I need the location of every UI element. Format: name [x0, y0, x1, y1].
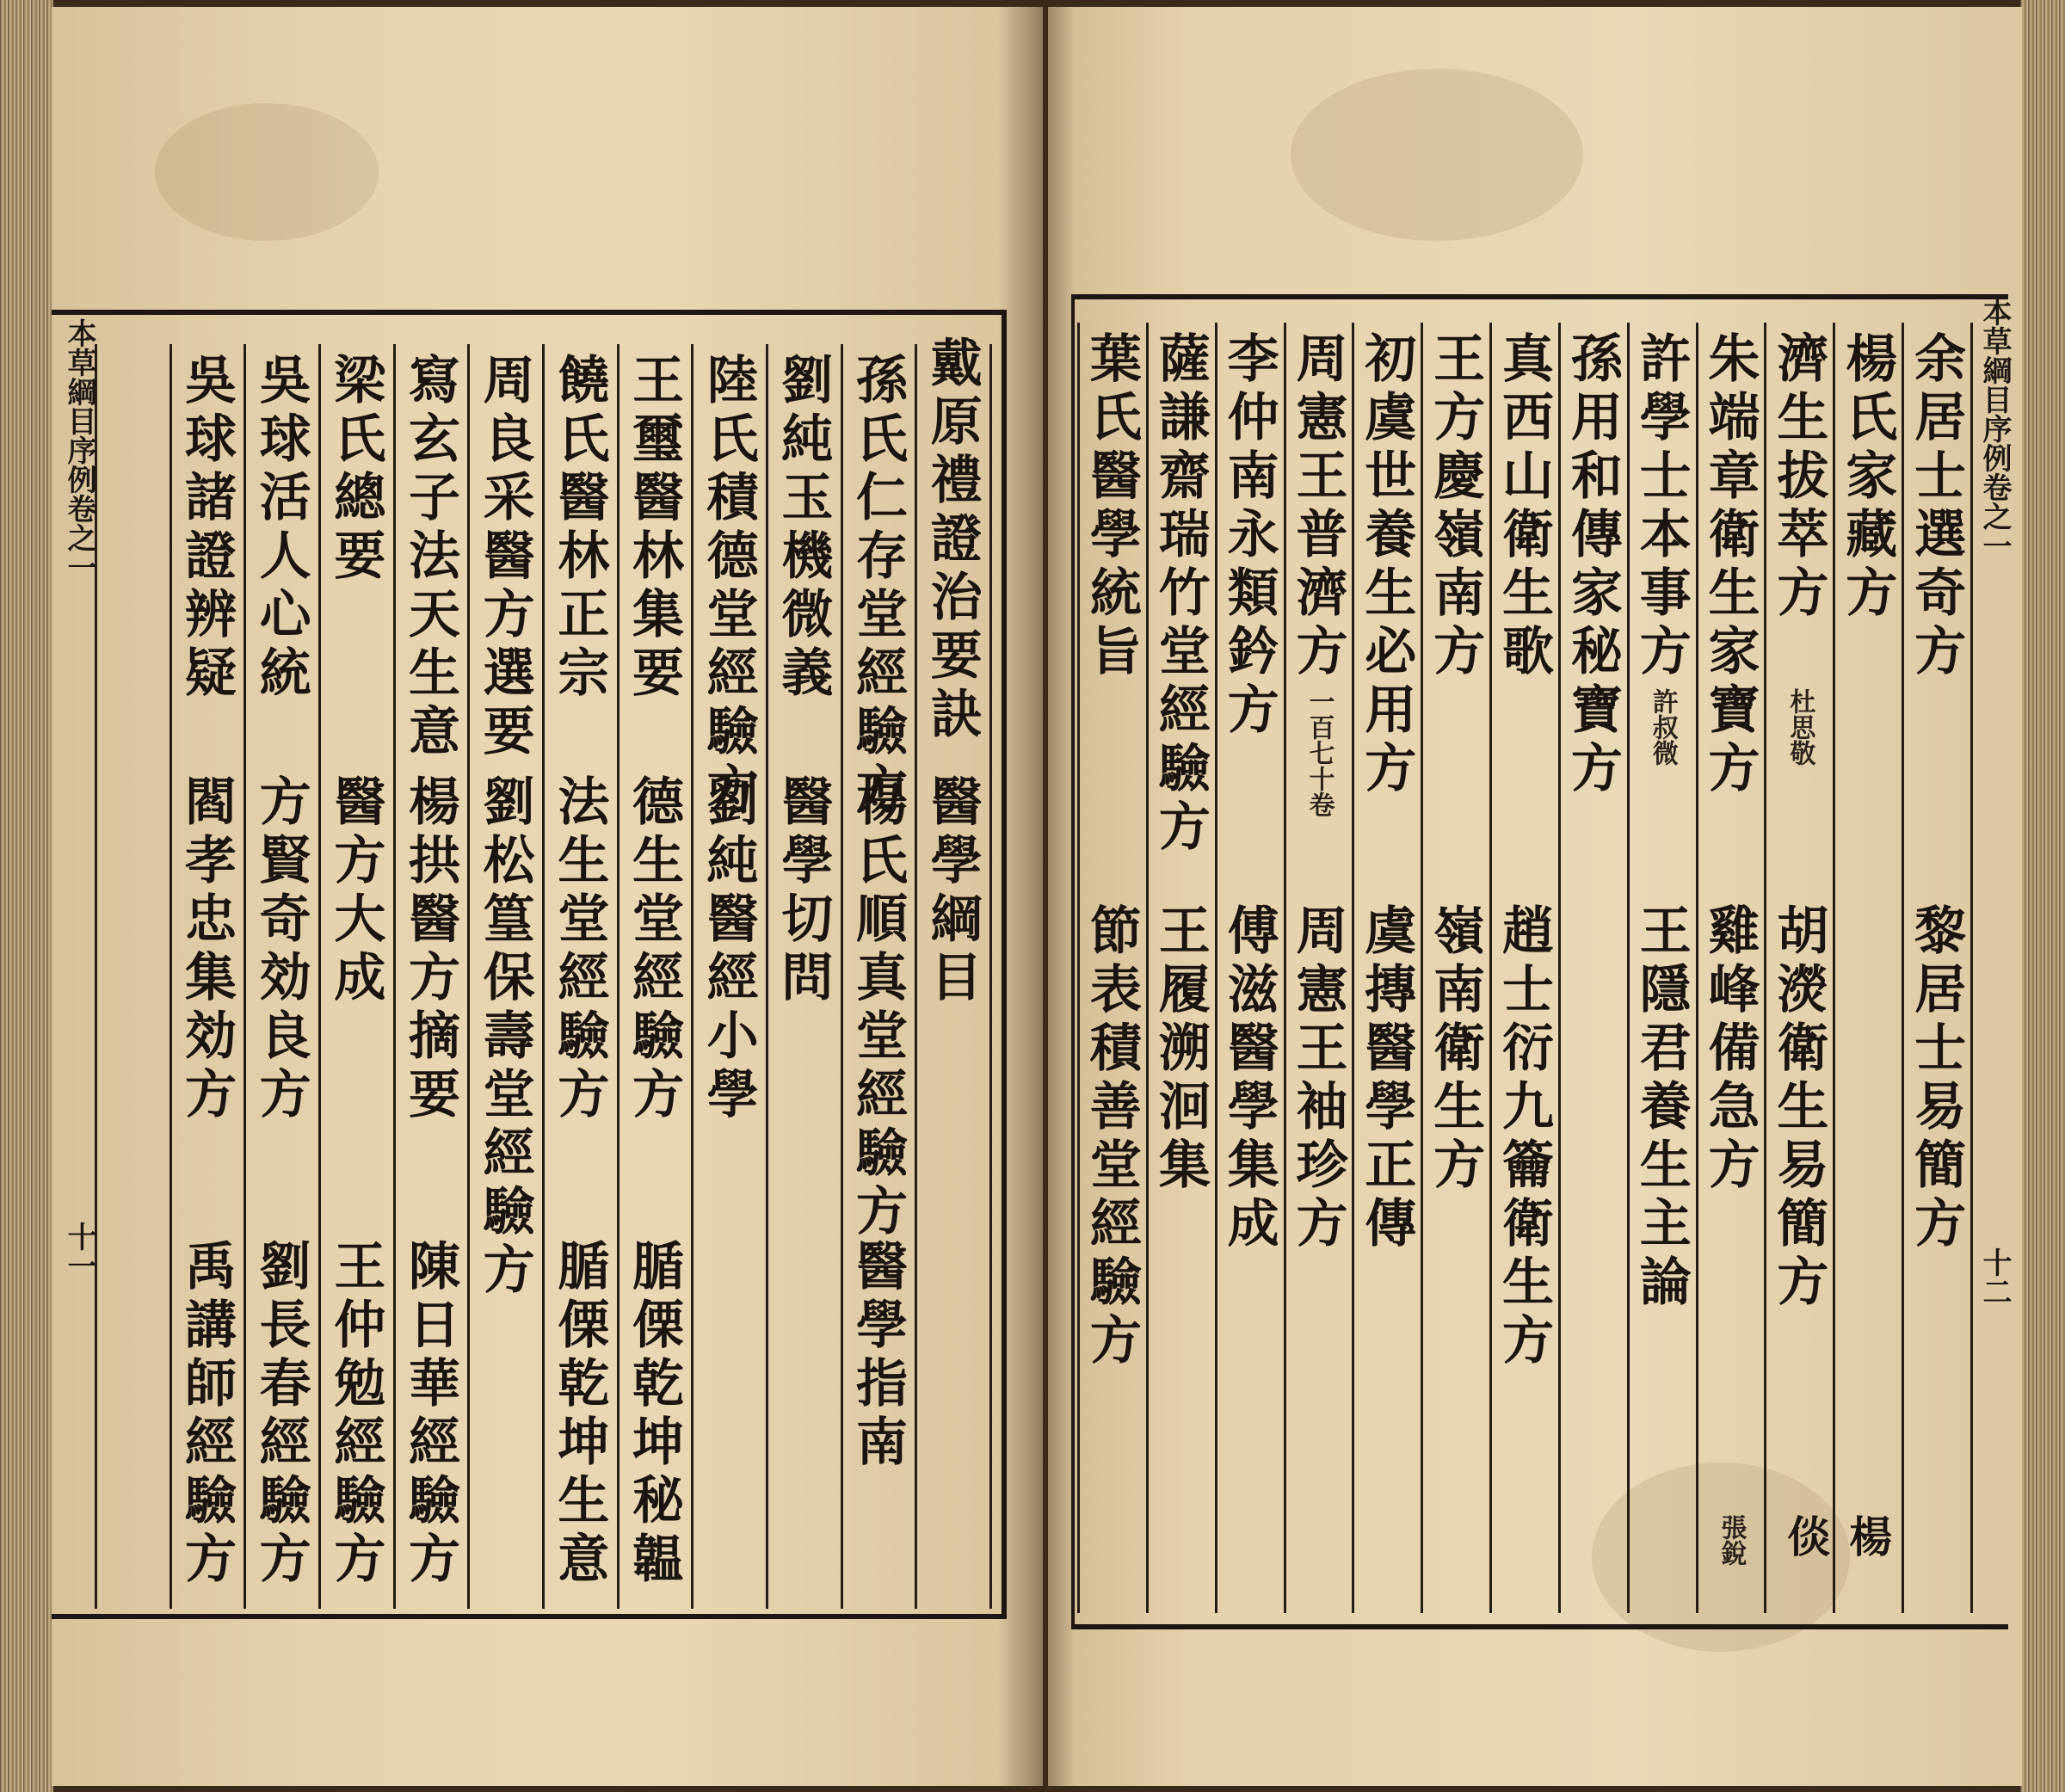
left-margin-heading [59, 318, 101, 955]
right-column-upper: 朱端章衛生家寶方 [1699, 331, 1760, 799]
right-margin-heading [1974, 297, 2016, 882]
right-column-lower: 周憲王袖珍方 [1287, 903, 1348, 1254]
right-column-lower: 胡濙衛生易簡方 [1768, 903, 1829, 1313]
left-column-lower: 劉松篁保壽堂經驗方 [474, 774, 535, 1301]
left-column-rule [691, 344, 693, 1609]
right-column-upper: 薩謙齋瑞竹堂經驗方 [1150, 331, 1211, 858]
left-column-rule [617, 344, 620, 1609]
right-column-lower: 王履溯洄集 [1150, 903, 1211, 1196]
left-column-rule [243, 344, 246, 1609]
right-column-upper: 周憲王普濟方 [1287, 331, 1348, 682]
right-folio-number: 十二 [1977, 1247, 2012, 1306]
left-column-upper: 梁氏總要 [325, 353, 386, 587]
right-column-upper: 楊氏家藏方 [1837, 331, 1898, 624]
left-column-lower: 醫學切問 [773, 774, 834, 1008]
left-heading-volume: 卷之一 [62, 494, 96, 582]
right-column-lower: 傅滋醫學集成 [1218, 903, 1279, 1254]
right-column-rule [1627, 323, 1630, 1613]
right-column-upper: 余居士選奇方 [1906, 331, 1967, 682]
left-column-lower: 劉長春經驗方 [250, 1239, 311, 1590]
right-column-lower: 楊倓 [1780, 1514, 1894, 1562]
left-column-rule [318, 344, 321, 1609]
left-column-rule [542, 344, 545, 1609]
right-column-note: 許叔微 [1647, 688, 1678, 766]
left-column-rule [467, 344, 470, 1609]
left-column-upper: 吳球活人心統 [250, 353, 311, 704]
left-column-upper: 饒氏醫林正宗 [549, 353, 610, 704]
left-heading-title: 本草綱目序例 [62, 318, 96, 494]
right-column-lower: 嶺南衛生方 [1425, 903, 1486, 1196]
right-column-lower: 黎居士易簡方 [1906, 903, 1967, 1254]
left-column-lower: 陳日華經驗方 [400, 1239, 460, 1590]
right-column-upper: 葉氏醫學統旨 [1081, 331, 1142, 682]
left-column-rule [766, 344, 768, 1609]
right-column-lower: 虞摶醫學正傳 [1356, 903, 1417, 1254]
right-column-rule [1902, 323, 1904, 1613]
right-column-rule [1284, 323, 1286, 1613]
left-column-lower: 禹講師經驗方 [176, 1239, 237, 1590]
right-column-upper: 初虞世養生必用方 [1356, 331, 1417, 799]
right-column-lower: 節表積善堂經驗方 [1081, 903, 1142, 1371]
right-page-edges [2020, 0, 2065, 1792]
left-column-rule [989, 344, 992, 1609]
right-column-rule [1352, 323, 1354, 1613]
left-folio-number: 十一 [62, 1222, 96, 1280]
right-column-upper: 濟生拔萃方 [1768, 331, 1829, 624]
right-column-rule [1833, 323, 1835, 1613]
left-column-upper: 寫玄子法天生意 [400, 353, 460, 762]
left-column-rule [170, 344, 172, 1609]
left-page-edges [0, 0, 53, 1792]
left-column-upper: 劉純玉機微義 [773, 353, 834, 704]
right-column-rule [1764, 323, 1766, 1613]
right-column-upper: 李仲南永類鈐方 [1218, 331, 1279, 741]
left-column-upper: 戴原禮證治要訣 [922, 336, 983, 745]
left-column-upper: 吳球諸證辨疑 [176, 353, 237, 704]
right-heading-volume: 卷之一 [1977, 472, 2012, 560]
right-column-rule [1970, 323, 1973, 1613]
right-column-upper: 王方慶嶺南方 [1425, 331, 1486, 682]
right-column-rule [1421, 323, 1423, 1613]
right-column-rule [1696, 323, 1698, 1613]
right-column-note: 張銳 [1716, 1514, 1747, 1566]
right-column-rule [1558, 323, 1561, 1613]
right-column-lower: 王隱君養生主論 [1630, 903, 1692, 1313]
right-column-upper: 許學士本事方 [1630, 331, 1692, 682]
left-column-lower: 楊拱醫方摘要 [400, 774, 460, 1125]
left-column-upper: 周良采醫方選要 [474, 353, 535, 762]
right-column-rule [1215, 323, 1217, 1613]
left-column-lower: 閻孝忠集効方 [176, 774, 237, 1125]
right-column-lower: 趙士衍九籥衛生方 [1494, 903, 1554, 1371]
left-column-upper: 王璽醫林集要 [624, 353, 684, 704]
left-column-lower: 法生堂經驗方 [549, 774, 610, 1125]
right-column-note: 一百七十卷 [1304, 688, 1335, 817]
left-column-lower: 德生堂經驗方 [624, 774, 684, 1125]
left-column-lower: 楊氏順真堂經驗方 [848, 774, 908, 1242]
left-column-lower: 醫學指南 [848, 1239, 908, 1473]
left-column-rule [393, 344, 396, 1609]
left-column-upper: 陸氏積德堂經驗方 [698, 353, 759, 821]
left-column-lower: 醫學綱目 [922, 774, 983, 1008]
right-column-rule [1489, 323, 1492, 1613]
left-column-lower: 腯傈乾坤生意 [549, 1239, 610, 1590]
left-column-lower: 劉純醫經小學 [698, 774, 759, 1125]
book-gutter [998, 0, 1076, 1792]
left-column-lower: 王仲勉經驗方 [325, 1239, 386, 1590]
left-column-lower: 方賢奇効良方 [250, 774, 311, 1125]
right-column-lower: 雞峰備急方 [1699, 903, 1760, 1196]
left-column-rule [841, 344, 843, 1609]
left-column-rule [915, 344, 917, 1609]
right-column-rule [1146, 323, 1149, 1613]
right-column-rule [1077, 323, 1080, 1613]
right-column-note: 杜思敬 [1785, 688, 1815, 766]
left-column-lower: 腯傈乾坤秘韞 [624, 1239, 684, 1590]
right-column-upper: 真西山衛生歌 [1494, 331, 1554, 682]
right-column-upper: 孫用和傳家秘寶方 [1562, 331, 1623, 799]
right-heading-title: 本草綱目序例 [1977, 297, 2012, 472]
left-column-lower: 醫方大成 [325, 774, 386, 1008]
left-column-upper: 孫氏仁存堂經驗方 [848, 353, 908, 821]
